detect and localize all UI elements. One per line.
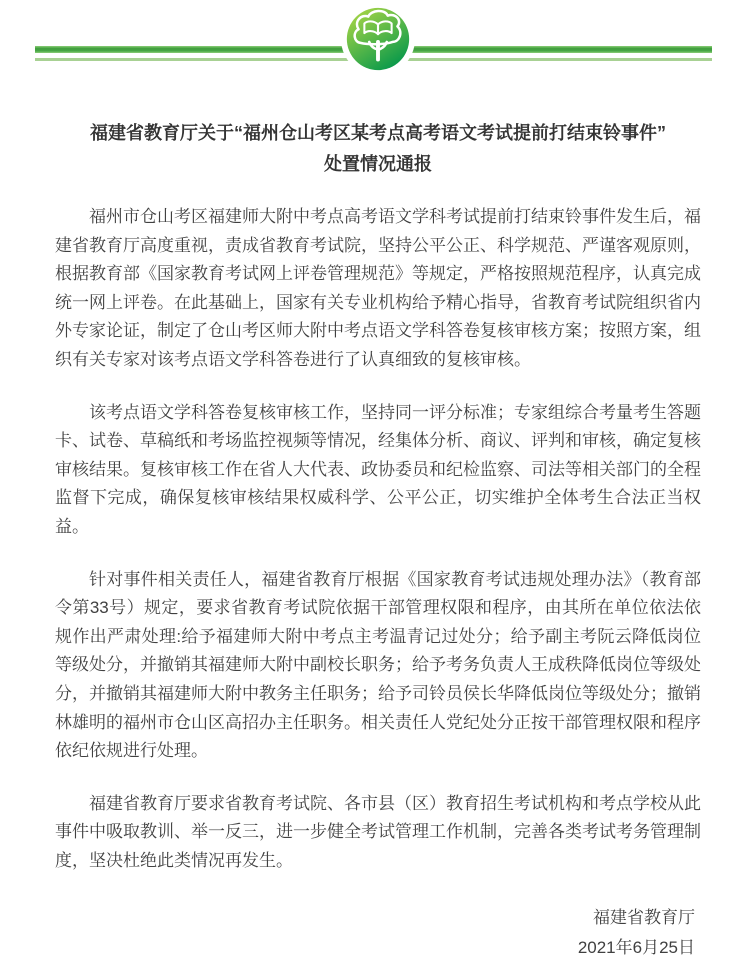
header bbox=[0, 0, 756, 80]
notice-title-line2: 处置情况通报 bbox=[324, 154, 432, 174]
education-tree-logo-icon bbox=[341, 2, 415, 76]
paragraph-lessons: 福建省教育厅要求省教育考试院、各市县（区）教育招生考试机构和考点学校从此事件中吸取教训、举一反三，进一步健全考试管理工作机制，完善各类考试考务管理制度，坚决杜绝此类情况再发生。 bbox=[55, 793, 701, 870]
signature-block bbox=[55, 903, 701, 963]
signature-date: 2021年6月25日 bbox=[577, 938, 695, 958]
notice-title bbox=[55, 118, 701, 180]
paragraph-review-standards: 该考点语文学科答卷复核审核工作，坚持同一评分标准；专家组综合考量考生答题卡、试卷、草稿纸和考场监控视频等情况，经集体分析、商议、评判和审核，确定复核审核结果。复核审核工作在省人大代表、政协委员和纪检监察、司法等相关部门的全程监督下完成，确保复核审核结果权威科学、公平公正，切实维护全体考生合法正当权益。 bbox=[55, 402, 701, 536]
signature-org: 福建省教育厅 bbox=[593, 908, 695, 928]
paragraph-punishments: 针对事件相关责任人，福建省教育厅根据《国家教育考试违规处理办法》（教育部令第33号）规定，要求省教育考试院依据干部管理权限和程序，由其所在单位依法依规作出严肃处理:给予福建师大附中考点主考温青记过处分；给予副主考阮云降低岗位等级处分，并撤销其福建师大附中副校长职务；给予考务负责人王成秩降低岗位等级处分，并撤销其福建师大附中教务主任职务；给予司铃员侯长华降低岗位等级处分；撤销林雄明的福州市仓山区高招办主任职务。相关责任人党纪处分正按干部管理权限和程序依纪依规进行处理。 bbox=[55, 569, 701, 761]
notice-body bbox=[55, 118, 701, 963]
paragraph-review-process: 福州市仓山考区福建师大附中考点高考语文学科考试提前打结束铃事件发生后，福建省教育厅高度重视，责成省教育考试院，坚持公平公正、科学规范、严谨客观原则，根据教育部《国家教育考试网上评卷管理规范》等规定，严格按照规范程序，认真完成统一网上评卷。在此基础上，国家有关专业机构给予精心指导，省教育考试院组织省内外专家论证，制定了仓山考区师大附中考点语文学科答卷复核审核方案；按照方案，组织有关专家对该考点语文学科答卷进行了认真细致的复核审核。 bbox=[55, 207, 701, 369]
notice-title-line1: 福建省教育厅关于“福州仓山考区某考点高考语文考试提前打结束铃事件” bbox=[90, 123, 666, 143]
